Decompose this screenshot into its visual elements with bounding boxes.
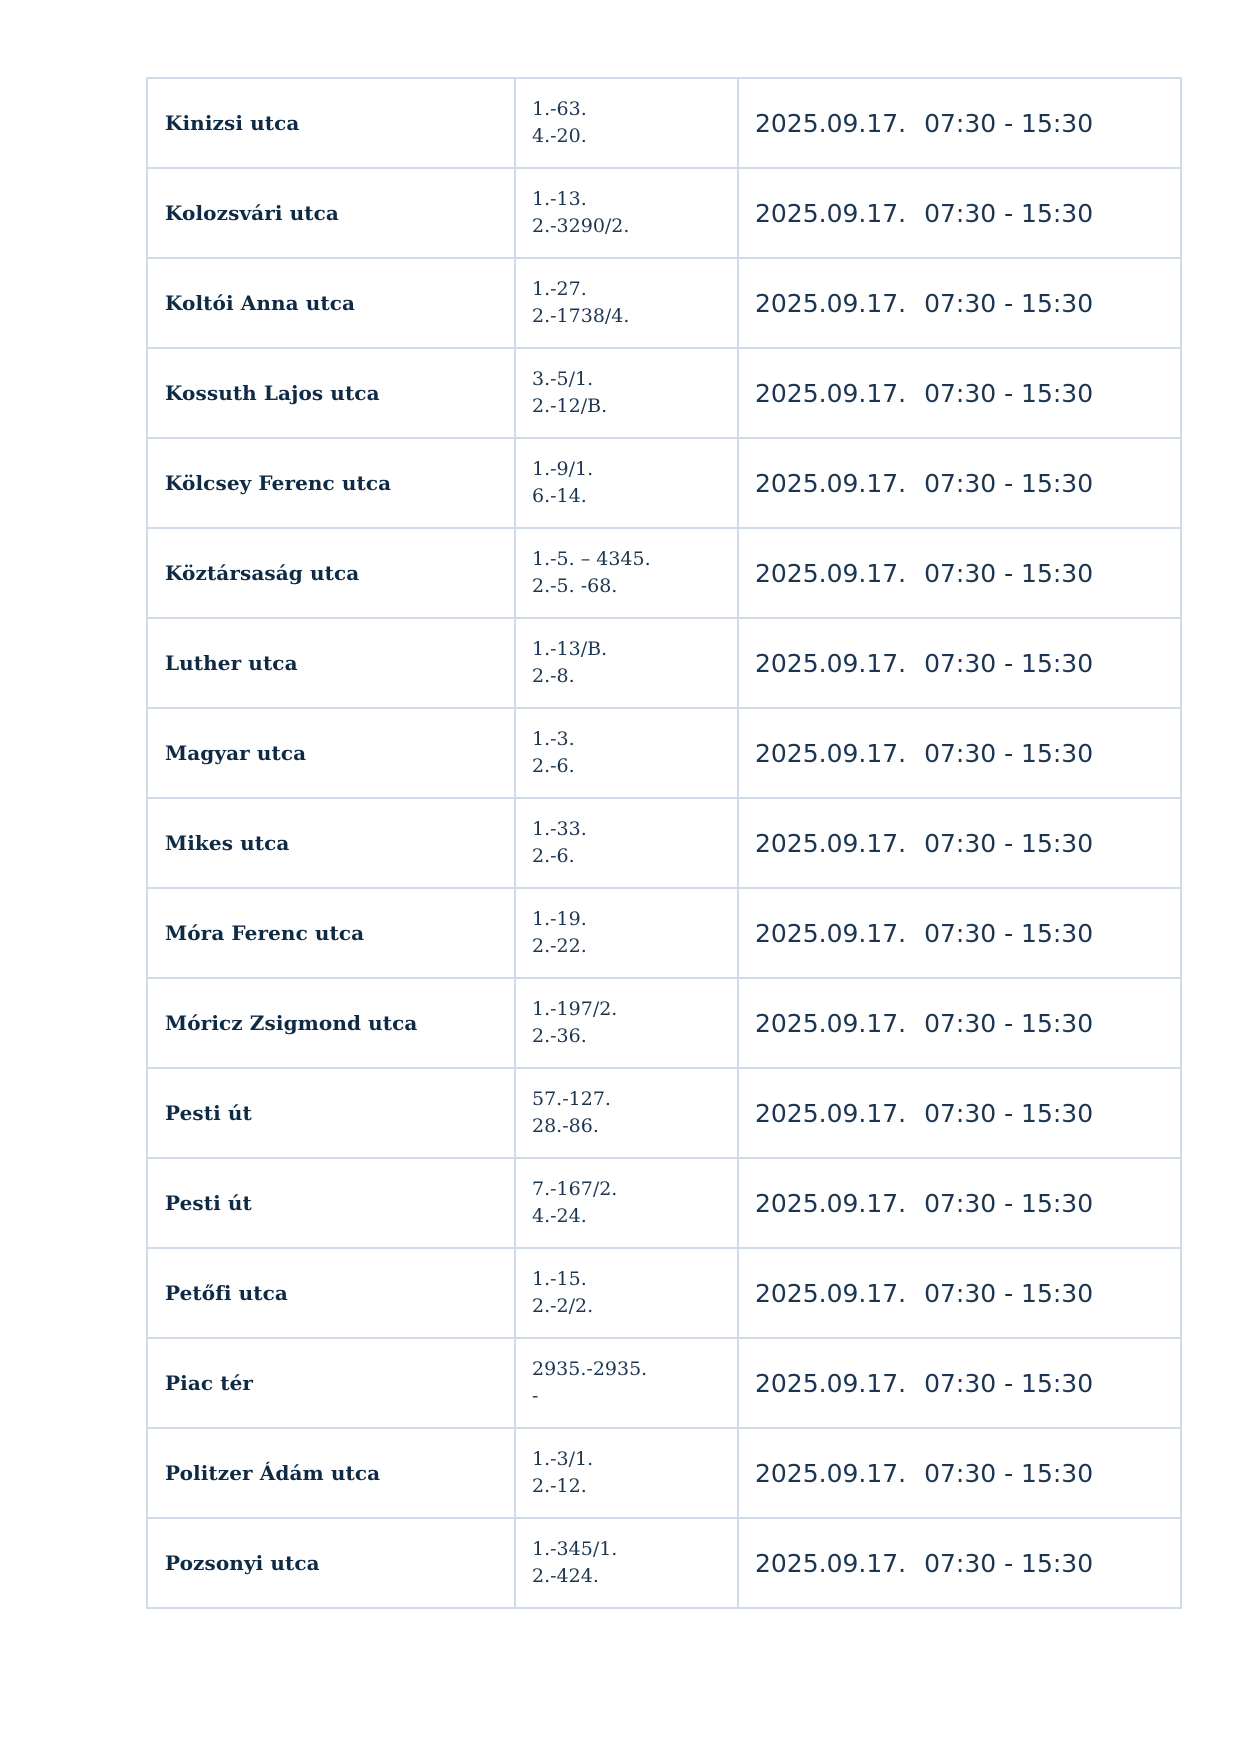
house-number-range-odd: 3.-5/1. [532, 368, 594, 390]
table-row [147, 168, 1181, 258]
outage-schedule-body [147, 78, 1181, 1608]
street-name-cell: Pozsonyi utca [147, 1518, 515, 1608]
table-row [147, 1248, 1181, 1338]
house-number-range-odd: 1.-33. [532, 818, 587, 840]
outage-hours: 07:30 - 15:30 [924, 1008, 1094, 1038]
outage-time-cell [738, 888, 1181, 978]
street-name-cell: Móricz Zsigmond utca [147, 978, 515, 1068]
table-row [147, 78, 1181, 168]
house-number-range-cell [515, 708, 738, 798]
outage-hours: 07:30 - 15:30 [924, 1458, 1094, 1488]
street-name-cell: Koltói Anna utca [147, 258, 515, 348]
house-number-range-even: 6.-14. [532, 485, 587, 507]
house-number-range-cell [515, 888, 738, 978]
outage-date: 2025.09.17. [755, 558, 907, 588]
outage-time-cell [738, 1428, 1181, 1518]
outage-hours: 07:30 - 15:30 [924, 1548, 1094, 1578]
house-number-range-even: 4.-20. [532, 125, 587, 147]
house-number-range-cell [515, 1248, 738, 1338]
outage-hours: 07:30 - 15:30 [924, 108, 1094, 138]
street-name-cell: Luther utca [147, 618, 515, 708]
house-number-range-cell [515, 78, 738, 168]
table-row [147, 1068, 1181, 1158]
house-number-range-cell [515, 1158, 738, 1248]
table-row [147, 798, 1181, 888]
table-row [147, 1338, 1181, 1428]
outage-time-cell [738, 1338, 1181, 1428]
table-row [147, 708, 1181, 798]
house-number-range-even: 28.-86. [532, 1115, 599, 1137]
street-name-cell: Kinizsi utca [147, 78, 515, 168]
house-number-range-even: 2.-1738/4. [532, 305, 630, 327]
outage-date: 2025.09.17. [755, 1278, 907, 1308]
outage-hours: 07:30 - 15:30 [924, 378, 1094, 408]
house-number-range-cell [515, 1518, 738, 1608]
outage-date: 2025.09.17. [755, 468, 907, 498]
outage-time-cell [738, 78, 1181, 168]
outage-time-cell [738, 1068, 1181, 1158]
house-number-range-even: 2.-6. [532, 845, 575, 867]
outage-date: 2025.09.17. [755, 108, 907, 138]
house-number-range-cell [515, 798, 738, 888]
outage-hours: 07:30 - 15:30 [924, 738, 1094, 768]
outage-date: 2025.09.17. [755, 738, 907, 768]
street-name-cell: Magyar utca [147, 708, 515, 798]
house-number-range-odd: 2935.-2935. [532, 1358, 648, 1380]
house-number-range-odd: 1.-3/1. [532, 1448, 594, 1470]
house-number-range-odd: 1.-345/1. [532, 1538, 618, 1560]
outage-hours: 07:30 - 15:30 [924, 1278, 1094, 1308]
outage-date: 2025.09.17. [755, 288, 907, 318]
outage-hours: 07:30 - 15:30 [924, 1098, 1094, 1128]
table-row [147, 1158, 1181, 1248]
house-number-range-even: 2.-36. [532, 1025, 587, 1047]
street-name-cell: Köztársaság utca [147, 528, 515, 618]
house-number-range-cell [515, 1068, 738, 1158]
house-number-range-even: 2.-3290/2. [532, 215, 630, 237]
outage-time-cell [738, 1518, 1181, 1608]
outage-date: 2025.09.17. [755, 828, 907, 858]
outage-hours: 07:30 - 15:30 [924, 1188, 1094, 1218]
street-name-cell: Kossuth Lajos utca [147, 348, 515, 438]
outage-hours: 07:30 - 15:30 [924, 828, 1094, 858]
table-row [147, 888, 1181, 978]
outage-time-cell [738, 438, 1181, 528]
outage-hours: 07:30 - 15:30 [924, 198, 1094, 228]
outage-date: 2025.09.17. [755, 1008, 907, 1038]
street-name-cell: Politzer Ádám utca [147, 1428, 515, 1518]
house-number-range-cell [515, 438, 738, 528]
house-number-range-odd: 1.-5. – 4345. [532, 548, 651, 570]
street-name-cell: Pesti út [147, 1068, 515, 1158]
outage-date: 2025.09.17. [755, 918, 907, 948]
table-row [147, 1518, 1181, 1608]
outage-date: 2025.09.17. [755, 1188, 907, 1218]
house-number-range-even: 4.-24. [532, 1205, 587, 1227]
house-number-range-even: 2.-12/B. [532, 395, 608, 417]
street-name-cell: Kölcsey Ferenc utca [147, 438, 515, 528]
outage-time-cell [738, 258, 1181, 348]
outage-date: 2025.09.17. [755, 198, 907, 228]
house-number-range-even: - [532, 1385, 539, 1407]
outage-date: 2025.09.17. [755, 1098, 907, 1128]
house-number-range-odd: 1.-19. [532, 908, 587, 930]
house-number-range-even: 2.-8. [532, 665, 575, 687]
table-row [147, 978, 1181, 1068]
house-number-range-even: 2.-424. [532, 1565, 599, 1587]
house-number-range-odd: 57.-127. [532, 1088, 611, 1110]
street-name-cell: Mikes utca [147, 798, 515, 888]
house-number-range-odd: 1.-9/1. [532, 458, 594, 480]
house-number-range-odd: 1.-13/B. [532, 638, 608, 660]
outage-time-cell [738, 1248, 1181, 1338]
outage-hours: 07:30 - 15:30 [924, 558, 1094, 588]
house-number-range-even: 2.-2/2. [532, 1295, 594, 1317]
house-number-range-even: 2.-22. [532, 935, 587, 957]
house-number-range-even: 2.-12. [532, 1475, 587, 1497]
outage-time-cell [738, 528, 1181, 618]
outage-time-cell [738, 168, 1181, 258]
house-number-range-odd: 1.-63. [532, 98, 587, 120]
table-row [147, 1428, 1181, 1518]
outage-time-cell [738, 978, 1181, 1068]
outage-hours: 07:30 - 15:30 [924, 648, 1094, 678]
outage-time-cell [738, 708, 1181, 798]
table-row [147, 258, 1181, 348]
outage-date: 2025.09.17. [755, 648, 907, 678]
house-number-range-cell [515, 978, 738, 1068]
outage-schedule-table [146, 77, 1182, 1609]
outage-date: 2025.09.17. [755, 1458, 907, 1488]
house-number-range-cell [515, 168, 738, 258]
table-row [147, 618, 1181, 708]
house-number-range-odd: 1.-13. [532, 188, 587, 210]
table-row [147, 528, 1181, 618]
house-number-range-odd: 1.-3. [532, 728, 575, 750]
house-number-range-odd: 7.-167/2. [532, 1178, 618, 1200]
outage-time-cell [738, 348, 1181, 438]
house-number-range-cell [515, 258, 738, 348]
outage-date: 2025.09.17. [755, 1548, 907, 1578]
house-number-range-even: 2.-6. [532, 755, 575, 777]
outage-time-cell [738, 618, 1181, 708]
street-name-cell: Petőfi utca [147, 1248, 515, 1338]
outage-date: 2025.09.17. [755, 378, 907, 408]
outage-hours: 07:30 - 15:30 [924, 468, 1094, 498]
outage-time-cell [738, 798, 1181, 888]
house-number-range-odd: 1.-27. [532, 278, 587, 300]
outage-date: 2025.09.17. [755, 1368, 907, 1398]
house-number-range-even: 2.-5. -68. [532, 575, 618, 597]
house-number-range-cell [515, 618, 738, 708]
table-row [147, 438, 1181, 528]
outage-time-cell [738, 1158, 1181, 1248]
street-name-cell: Piac tér [147, 1338, 515, 1428]
street-name-cell: Móra Ferenc utca [147, 888, 515, 978]
house-number-range-cell [515, 1428, 738, 1518]
table-row [147, 348, 1181, 438]
outage-hours: 07:30 - 15:30 [924, 1368, 1094, 1398]
outage-hours: 07:30 - 15:30 [924, 288, 1094, 318]
street-name-cell: Pesti út [147, 1158, 515, 1248]
house-number-range-odd: 1.-197/2. [532, 998, 618, 1020]
house-number-range-cell [515, 348, 738, 438]
outage-hours: 07:30 - 15:30 [924, 918, 1094, 948]
street-name-cell: Kolozsvári utca [147, 168, 515, 258]
house-number-range-cell [515, 1338, 738, 1428]
house-number-range-odd: 1.-15. [532, 1268, 587, 1290]
house-number-range-cell [515, 528, 738, 618]
